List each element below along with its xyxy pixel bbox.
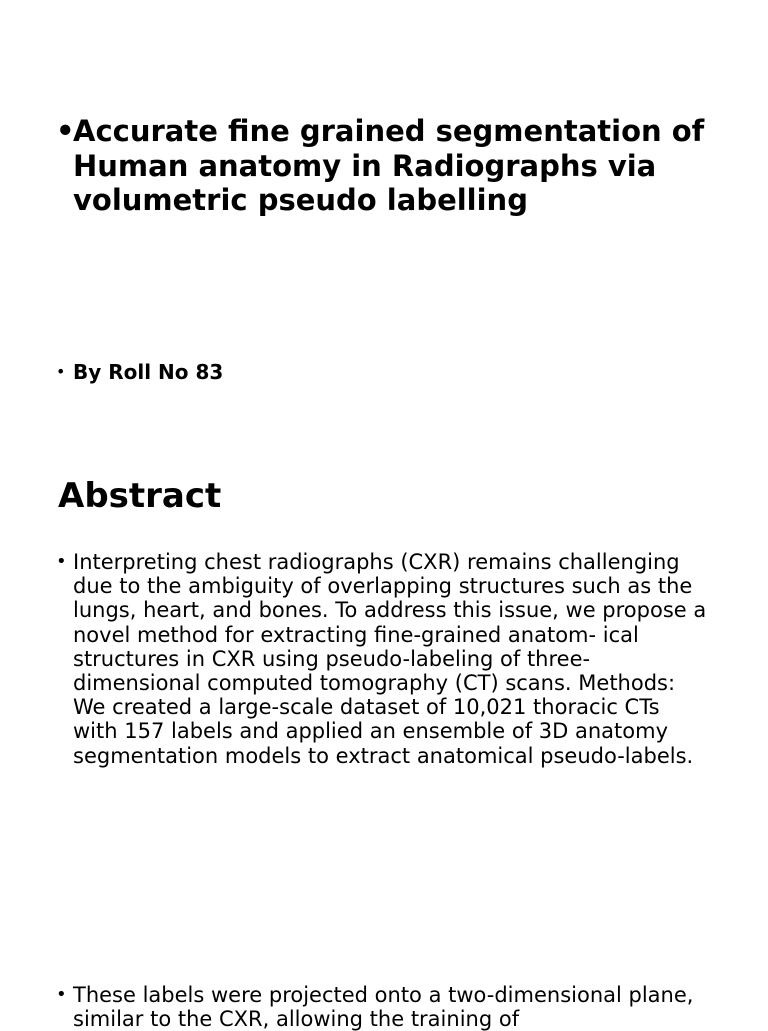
bullet-dot-icon: • xyxy=(56,114,75,148)
bullet-dot-icon: • xyxy=(56,551,67,572)
paragraph-text: Interpreting chest radiographs (CXR) remains challenging due to the ambiguity of overlapping structures such as the lungs, heart, and bones. To address this issue, we propose a novel method for extracting fine-grained anatom- ical structures in CXR using pseudo-labeling of three-dimensional computed tomography (CT) scans. Methods: We created a large-scale dataset of 10,021 thoracic CTs with 157 labels and applied an ensemble of 3D anatomy segmentation models to extract anatomical pseudo-labels. xyxy=(73,550,707,768)
title-bullet-item xyxy=(56,114,708,218)
abstract-paragraph xyxy=(56,550,708,768)
paragraph-text: These labels were projected onto a two-dimensional plane, similar to the CXR, allowing the training of xyxy=(73,983,694,1031)
author-bullet-item xyxy=(56,359,708,385)
bullet-dot-icon: • xyxy=(56,362,66,381)
author-line: By Roll No 83 xyxy=(73,360,224,384)
section-heading-abstract: Abstract xyxy=(58,476,222,516)
bullet-dot-icon: • xyxy=(56,984,67,1005)
document-title: Accurate fine grained segmentation of Human anatomy in Radiographs via volumetric pseudo labelling xyxy=(73,114,705,217)
